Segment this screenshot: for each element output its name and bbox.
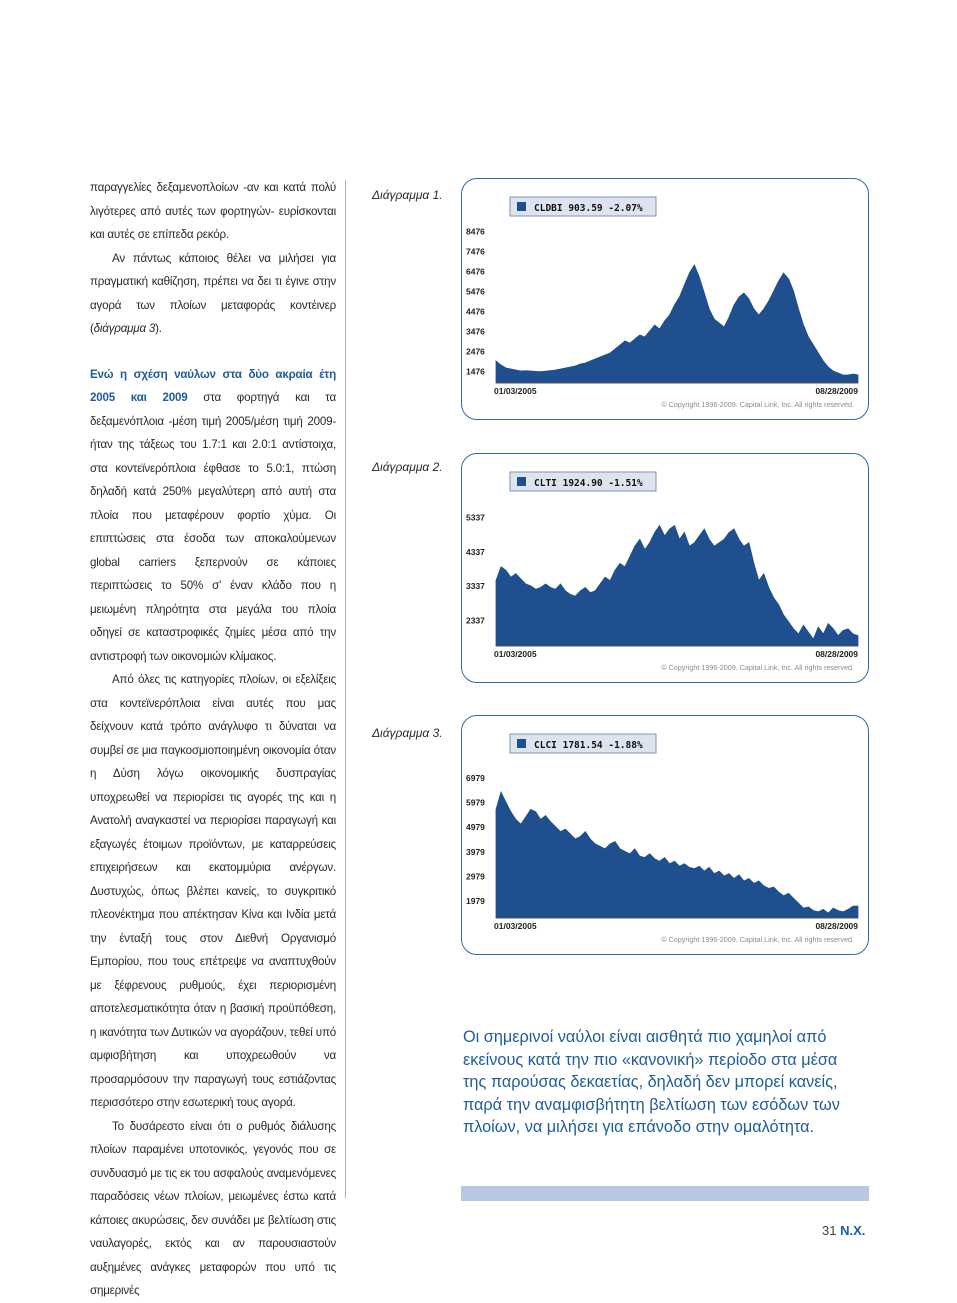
- diagram-reference: διάγραμμα 3: [93, 322, 156, 335]
- column-divider: [345, 180, 346, 1198]
- x-start-label: 01/03/2005: [494, 649, 537, 659]
- diagram-1-label: Διάγραμμα 1.: [372, 188, 443, 202]
- chart-1: [462, 179, 868, 419]
- y-tick-label: 3337: [466, 581, 485, 592]
- area-series: [496, 265, 858, 383]
- chart-1-frame: [461, 178, 869, 420]
- y-tick-label: 1979: [466, 896, 485, 907]
- chart-title: CLTI 1924.90 -1.51%: [534, 478, 643, 489]
- y-tick-label: 7476: [466, 246, 485, 257]
- page-number: 31: [822, 1223, 837, 1238]
- y-tick-label: 4979: [466, 822, 485, 833]
- pull-quote: Οι σημερινοί ναύλοι είναι αισθητά πιο χαμηλοί από εκείνους κατά την πιο «κανονική» περίοδο στα μέσα της παρούσας δεκαετίας, δηλαδή δεν μπορεί κανείς, παρά την αναμφισβήτητη βελτίωση των εσόδων των πλοίων, να μιλήσει για επάνοδο στην ομαλότητα.: [463, 1028, 840, 1137]
- chart-3: [462, 716, 868, 954]
- paragraph-2-text: Αν πάντως κάποιος θέλει να μιλήσει για πραγματική καθίζηση, πρέπει να δει τι έγινε στην αγορά των πλοίων μεταφοράς κοντέινερ (: [90, 251, 336, 335]
- legend-swatch: [517, 477, 526, 486]
- y-tick-label: 2337: [466, 615, 485, 626]
- paragraph-1: παραγγελίες δεξαμενοπλοίων -αν και κατά πολύ λιγότερες από αυτές των φορτηγών- ευρίσκονται και αυτές σε επίπεδα ρεκόρ.: [90, 181, 336, 241]
- y-tick-label: 5476: [466, 286, 485, 297]
- paragraph-4: Από όλες τις κατηγορίες πλοίων, οι εξελίξεις στα κοντεϊνερόπλοια είναι αυτές που μας δείχνουν κατά τρόπο ανάγλυφο τι δύναται να συμβεί σε μια παγκοσμιοποιημένη οικονομία όταν η Δύση λόγω οικονομικής δυσπραγίας υποχρεωθεί να περιορίσει τις αγορές της και η Ανατολή αναγκαστεί να περιορίσει παραγωγή και εξαγωγές έτοιμων προϊόντων, με καταρρεύσεις επιχειρήσεων και εκατομμύρια ανέργων. Δυστυχώς, όπως βλέπει κανείς, το συγκριτικό πλεονέκτημα που απέκτησαν Κίνα και Ινδία μετά την ένταξή τους στον Διεθνή Οργανισμό Εμπορίου, που τους επέτρεψε να αναπτυχθούν με ξέφρενους ρυθμούς, έχει περιορισμένη αποτελεσματικότητα όταν η βασική προϋπόθεση, η ικανότητα των Δυτικών να αγοράζουν, τεθεί υπό αμφισβήτηση και υποχρεωθούν να προσαρμόσουν την παραγωγή τους εστιάζοντας περισσότερο στην εσωτερική τους αγορά.: [90, 673, 336, 1109]
- y-tick-label: 8476: [466, 226, 485, 237]
- pull-quote-bar: [461, 1186, 869, 1201]
- page-footer: [822, 1223, 865, 1238]
- paragraph-2: [90, 247, 336, 341]
- chart-2-frame: [461, 453, 869, 683]
- diagram-2-label: Διάγραμμα 2.: [372, 460, 443, 474]
- magazine-abbreviation: Ν.Χ.: [840, 1223, 866, 1238]
- y-tick-label: 2476: [466, 346, 485, 357]
- y-tick-label: 1476: [466, 366, 485, 377]
- area-series: [496, 526, 858, 647]
- chart-3-frame: [461, 715, 869, 955]
- legend-swatch: [517, 202, 526, 211]
- paragraph-3-highlight: Ενώ η σχέση ναύλων στα δύο ακραία έτη 2005 και 2009: [90, 367, 336, 404]
- area-series: [496, 792, 858, 918]
- x-end-label: 08/28/2009: [815, 649, 858, 659]
- y-tick-label: 5979: [466, 797, 485, 808]
- copyright-note: © Copyright 1996-2009. Capital Link, Inc. All rights reserved.: [661, 663, 854, 672]
- chart-title: CLDBI 903.59 -2.07%: [534, 203, 643, 214]
- paragraph-3-text: στα φορτηγά και τα δεξαμενόπλοια -μέση τιμή 2005/μέση τιμή 2009- ήταν της τάξεως του 1.7:1 και 2.0:1 αντίστοιχα, στα κοντεϊνερόπλοια έφθασε το 5.0:1, πτώση δηλαδή κατά 250% μεγαλύτερη από αυτή στα πλοία που μεταφέρουν φορτίο χύμα. Οι επιπτώσεις στα έσοδα των αποκαλούμενων global carriers ξεπερνούν σε κάποιες περιπτώσεις το 50% σ' έναν κλάδο που η μειωμένη πληρότητα στα μεγάλα του πλοία οδηγεί σε καταστροφικές ζημίες μέσα από την αντιστροφή των οικονομιών κλίμακος.: [90, 391, 336, 663]
- y-tick-label: 6979: [466, 772, 485, 783]
- x-end-label: 08/28/2009: [815, 386, 858, 396]
- diagram-3-label: Διάγραμμα 3.: [372, 726, 443, 740]
- y-tick-label: 3979: [466, 846, 485, 857]
- y-tick-label: 4337: [466, 546, 485, 557]
- x-start-label: 01/03/2005: [494, 921, 537, 931]
- y-tick-label: 4476: [466, 306, 485, 317]
- legend-swatch: [517, 739, 526, 748]
- chart-2: [462, 454, 868, 682]
- y-tick-label: 6476: [466, 266, 485, 277]
- x-start-label: 01/03/2005: [494, 386, 537, 396]
- article-column: [90, 176, 336, 1303]
- y-tick-label: 3476: [466, 326, 485, 337]
- copyright-note: © Copyright 1996-2009. Capital Link, Inc. All rights reserved.: [661, 400, 854, 409]
- copyright-note: © Copyright 1996-2009. Capital Link, Inc. All rights reserved.: [661, 935, 854, 944]
- y-tick-label: 5337: [466, 512, 485, 523]
- paragraph-2-end: ).: [155, 322, 162, 335]
- x-end-label: 08/28/2009: [815, 921, 858, 931]
- paragraph-5: Το δυσάρεστο είναι ότι ο ρυθμός διάλυσης πλοίων παραμένει υποτονικός, γεγονός που σε συνδυασμό με τις εκ του ασφαλούς αναμενόμενες παραδόσεις νέων πλοίων, μειωμένες έστω κατά κάποιες ακυρώσεις, δεν συνάδει με βελτίωση στις ναυλαγορές, εκτός και αν παρουσιαστούν αυξημένες ανάγκες μεταφορών που υπό τις σημερινές: [90, 1119, 336, 1297]
- y-tick-label: 2979: [466, 871, 485, 882]
- chart-title: CLCI 1781.54 -1.88%: [534, 740, 643, 751]
- paragraph-3: [90, 363, 336, 669]
